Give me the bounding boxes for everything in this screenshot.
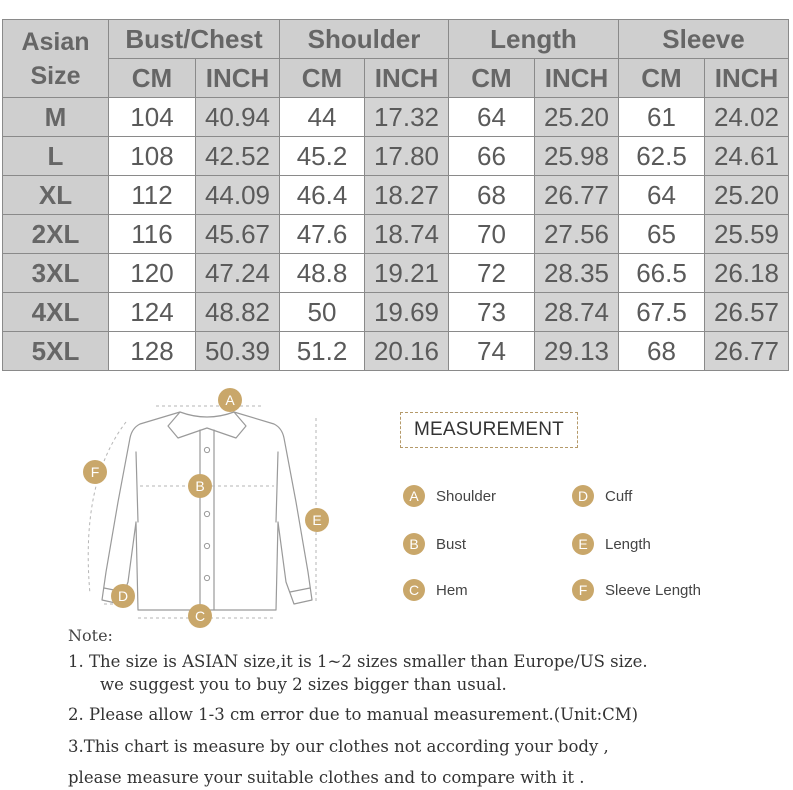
cm-value-cell: 108 xyxy=(109,137,196,176)
cm-value-cell: 68 xyxy=(449,176,535,215)
size-cell: 4XL xyxy=(3,293,109,332)
inch-value-cell: 17.80 xyxy=(365,137,449,176)
legend-label: Cuff xyxy=(605,487,633,505)
cm-value-cell: 64 xyxy=(619,176,705,215)
size-chart-table xyxy=(2,19,789,371)
inch-value-cell: 50.39 xyxy=(196,332,280,371)
marker-b xyxy=(188,474,212,498)
svg-text:F: F xyxy=(90,464,100,480)
marker-f xyxy=(83,460,107,484)
inch-value-cell: 18.27 xyxy=(365,176,449,215)
size-cell: 5XL xyxy=(3,332,109,371)
table-row xyxy=(3,254,789,293)
note-line-2: 2. Please allow 1-3 cm error due to manual measurement.(Unit:CM) xyxy=(68,705,639,724)
table-row xyxy=(3,98,789,137)
inch-value-cell: 48.82 xyxy=(196,293,280,332)
note-line-1: 1. The size is ASIAN size,it is 1~2 sizes smaller than Europe/US size. xyxy=(68,652,648,671)
svg-text:C: C xyxy=(194,608,206,624)
inch-value-cell: 25.20 xyxy=(705,176,789,215)
inch-value-cell: 26.77 xyxy=(535,176,619,215)
legend-label: Sleeve Length xyxy=(605,581,701,599)
legend-label: Hem xyxy=(436,581,468,599)
cm-value-cell: 124 xyxy=(109,293,196,332)
inch-value-cell: 19.69 xyxy=(365,293,449,332)
cm-value-cell: 62.5 xyxy=(619,137,705,176)
group-header-sleeve: Sleeve xyxy=(619,20,789,59)
inch-value-cell: 47.24 xyxy=(196,254,280,293)
cm-value-cell: 65 xyxy=(619,215,705,254)
legend-item-length xyxy=(572,532,651,556)
inch-value-cell: 26.18 xyxy=(705,254,789,293)
inch-value-cell: 26.57 xyxy=(705,293,789,332)
cm-value-cell: 61 xyxy=(619,98,705,137)
cm-value-cell: 116 xyxy=(109,215,196,254)
inch-value-cell: 44.09 xyxy=(196,176,280,215)
inch-value-cell: 45.67 xyxy=(196,215,280,254)
cm-value-cell: 74 xyxy=(449,332,535,371)
legend-label: Shoulder xyxy=(436,487,497,505)
inch-value-cell: 17.32 xyxy=(365,98,449,137)
svg-text:B: B xyxy=(195,478,205,494)
unit-header-inch: INCH xyxy=(535,59,619,98)
cm-value-cell: 104 xyxy=(109,98,196,137)
unit-header-inch: INCH xyxy=(196,59,280,98)
inch-value-cell: 29.13 xyxy=(535,332,619,371)
inch-value-cell: 24.02 xyxy=(705,98,789,137)
marker-c xyxy=(188,604,212,628)
cm-value-cell: 120 xyxy=(109,254,196,293)
legend-badge: D xyxy=(572,485,594,507)
table-row xyxy=(3,215,789,254)
marker-e xyxy=(305,508,329,532)
size-cell: L xyxy=(3,137,109,176)
size-rows xyxy=(3,98,789,371)
cm-value-cell: 70 xyxy=(449,215,535,254)
table-row xyxy=(3,293,789,332)
cm-value-cell: 73 xyxy=(449,293,535,332)
legend-label: Length xyxy=(605,535,651,553)
cm-value-cell: 50 xyxy=(280,293,365,332)
cm-value-cell: 128 xyxy=(109,332,196,371)
table-row xyxy=(3,137,789,176)
legend-badge: E xyxy=(572,533,594,555)
size-cell: 2XL xyxy=(3,215,109,254)
marker-d xyxy=(111,584,135,608)
legend-badge: C xyxy=(403,579,425,601)
inch-value-cell: 25.20 xyxy=(535,98,619,137)
legend-item-cuff xyxy=(572,484,632,508)
legend-badge: F xyxy=(572,579,594,601)
cm-value-cell: 64 xyxy=(449,98,535,137)
inch-value-cell: 25.59 xyxy=(705,215,789,254)
cm-value-cell: 48.8 xyxy=(280,254,365,293)
inch-value-cell: 20.16 xyxy=(365,332,449,371)
legend-item-bust xyxy=(403,532,466,556)
inch-value-cell: 28.35 xyxy=(535,254,619,293)
cm-value-cell: 47.6 xyxy=(280,215,365,254)
inch-value-cell: 26.77 xyxy=(705,332,789,371)
measurement-title: MEASUREMENT xyxy=(400,412,578,448)
group-header-bust: Bust/Chest xyxy=(109,20,280,59)
cm-value-cell: 46.4 xyxy=(280,176,365,215)
legend-badge: A xyxy=(403,485,425,507)
note-line-3-continued: please measure your suitable clothes and to compare with it . xyxy=(68,768,585,787)
cm-value-cell: 67.5 xyxy=(619,293,705,332)
cm-value-cell: 51.2 xyxy=(280,332,365,371)
cm-value-cell: 45.2 xyxy=(280,137,365,176)
inch-value-cell: 27.56 xyxy=(535,215,619,254)
cm-value-cell: 72 xyxy=(449,254,535,293)
size-cell: XL xyxy=(3,176,109,215)
inch-value-cell: 25.98 xyxy=(535,137,619,176)
unit-header-inch: INCH xyxy=(705,59,789,98)
note-line-1-continued: we suggest you to buy 2 sizes bigger than usual. xyxy=(100,675,507,694)
inch-value-cell: 28.74 xyxy=(535,293,619,332)
group-header-length: Length xyxy=(449,20,619,59)
svg-text:E: E xyxy=(312,512,322,528)
unit-header-cm: CM xyxy=(109,59,196,98)
legend-item-shoulder xyxy=(403,484,496,508)
unit-header-cm: CM xyxy=(449,59,535,98)
cm-value-cell: 66.5 xyxy=(619,254,705,293)
cm-value-cell: 44 xyxy=(280,98,365,137)
cm-value-cell: 66 xyxy=(449,137,535,176)
legend-item-hem xyxy=(403,578,468,602)
svg-text:D: D xyxy=(117,588,129,604)
unit-header-cm: CM xyxy=(619,59,705,98)
inch-value-cell: 18.74 xyxy=(365,215,449,254)
inch-value-cell: 42.52 xyxy=(196,137,280,176)
unit-header-inch: INCH xyxy=(365,59,449,98)
svg-text:A: A xyxy=(225,392,235,408)
cm-value-cell: 112 xyxy=(109,176,196,215)
shirt-collar xyxy=(168,412,246,438)
note-line-3: 3.This chart is measure by our clothes not according your body , xyxy=(68,737,609,756)
inch-value-cell: 40.94 xyxy=(196,98,280,137)
size-cell: M xyxy=(3,98,109,137)
table-row xyxy=(3,176,789,215)
legend-item-sleeve-length xyxy=(572,578,701,602)
marker-a xyxy=(218,388,242,412)
legend-badge: B xyxy=(403,533,425,555)
legend-label: Bust xyxy=(436,535,467,553)
unit-header-cm: CM xyxy=(280,59,365,98)
group-header-shoulder: Shoulder xyxy=(280,20,449,59)
cm-value-cell: 68 xyxy=(619,332,705,371)
size-header: Asian Size xyxy=(3,20,109,98)
note-heading: Note: xyxy=(68,626,113,645)
table-row xyxy=(3,332,789,371)
shirt-measurement-diagram xyxy=(60,382,360,630)
inch-value-cell: 24.61 xyxy=(705,137,789,176)
size-cell: 3XL xyxy=(3,254,109,293)
inch-value-cell: 19.21 xyxy=(365,254,449,293)
